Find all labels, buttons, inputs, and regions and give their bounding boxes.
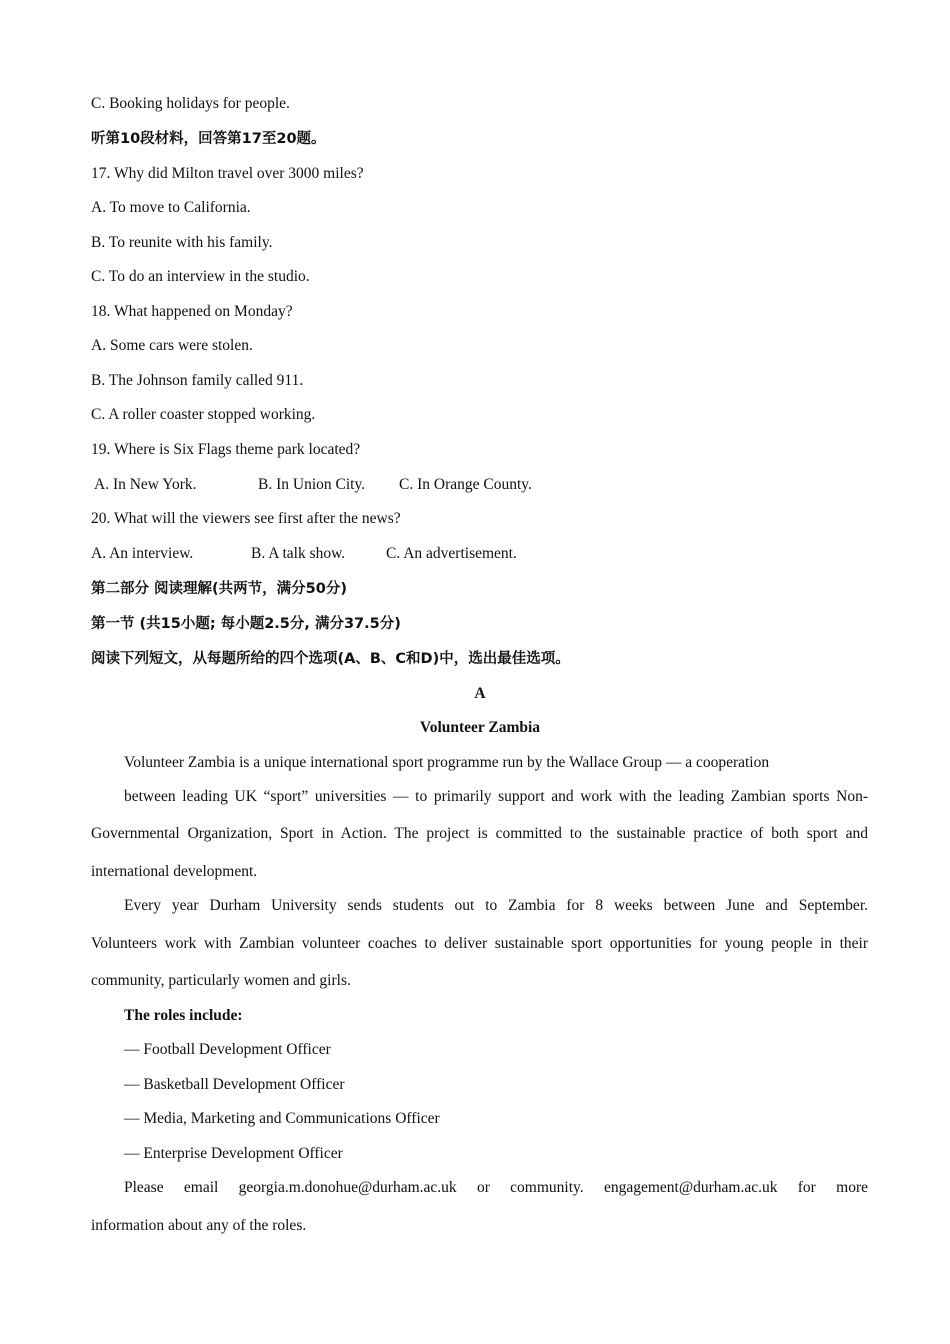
question-17-option-a: A. To move to California. xyxy=(91,199,251,216)
paragraph-2-line-2: Volunteers work with Zambian volunteer coaches to deliver sustainable sport opportunities for young people in their xyxy=(91,935,868,952)
question-20-option-b: B. A talk show. xyxy=(251,545,346,562)
question-18-stem: 18. What happened on Monday? xyxy=(91,303,293,320)
question-17-stem: 17. Why did Milton travel over 3000 miles? xyxy=(91,165,364,182)
role-item: — Football Development Officer xyxy=(124,1041,331,1058)
question-18-option-a: A. Some cars were stolen. xyxy=(91,337,253,354)
question-17-option-b: B. To reunite with his family. xyxy=(91,234,273,251)
question-17-option-c: C. To do an interview in the studio. xyxy=(91,268,310,285)
question-19-option-a: A. In New York. xyxy=(94,476,197,493)
paragraph-2-line-3: community, particularly women and girls. xyxy=(91,972,351,989)
role-item: — Enterprise Development Officer xyxy=(124,1145,343,1162)
question-20-stem: 20. What will the viewers see first after the news? xyxy=(91,510,401,527)
question-18-option-b: B. The Johnson family called 911. xyxy=(91,372,304,389)
contact-line-2: information about any of the roles. xyxy=(91,1217,307,1234)
paragraph-2-line-1: Every year Durham University sends students out to Zambia for 8 weeks between June and September. xyxy=(124,897,868,914)
question-19-option-c: C. In Orange County. xyxy=(399,476,532,493)
question-19-stem: 19. Where is Six Flags theme park located? xyxy=(91,441,361,458)
reading-instruction: 阅读下列短文，从每题所给的四个选项(A、B、C和D)中，选出最佳选项。 xyxy=(91,651,570,667)
question-18-option-c: C. A roller coaster stopped working. xyxy=(91,406,316,423)
question-19-option-b: B. In Union City. xyxy=(258,476,366,493)
q16-option-c: C. Booking holidays for people. xyxy=(91,95,290,112)
passage-title: Volunteer Zambia xyxy=(419,719,541,736)
contact-line-1: Please email georgia.m.donohue@durham.ac.uk or community. engagement@durham.ac.uk for more xyxy=(124,1179,868,1196)
paragraph-1-line-2: between leading UK “sport” universities — to primarily support and work with the leading Zambian sports Non- xyxy=(124,788,868,805)
role-item: — Basketball Development Officer xyxy=(124,1076,345,1093)
paragraph-1-line-3: Governmental Organization, Sport in Action. The project is committed to the sustainable practice of both sport and xyxy=(91,825,868,842)
question-20-option-a: A. An interview. xyxy=(91,545,194,562)
paragraph-1-line-4: international development. xyxy=(91,863,258,880)
section10-instruction: 听第10段材料，回答第17至20题。 xyxy=(91,131,326,147)
passage-letter: A xyxy=(474,685,486,702)
part2-heading: 第二部分 阅读理解(共两节，满分50分) xyxy=(91,581,347,597)
paragraph-1-line-1: Volunteer Zambia is a unique international sport programme run by the Wallace Group — a cooperation xyxy=(124,754,770,771)
roles-heading: The roles include: xyxy=(124,1007,243,1024)
role-item: — Media, Marketing and Communications Officer xyxy=(124,1110,440,1127)
question-20-option-c: C. An advertisement. xyxy=(386,545,517,562)
section1-heading: 第一节 (共15小题; 每小题2.5分, 满分37.5分) xyxy=(91,616,401,632)
